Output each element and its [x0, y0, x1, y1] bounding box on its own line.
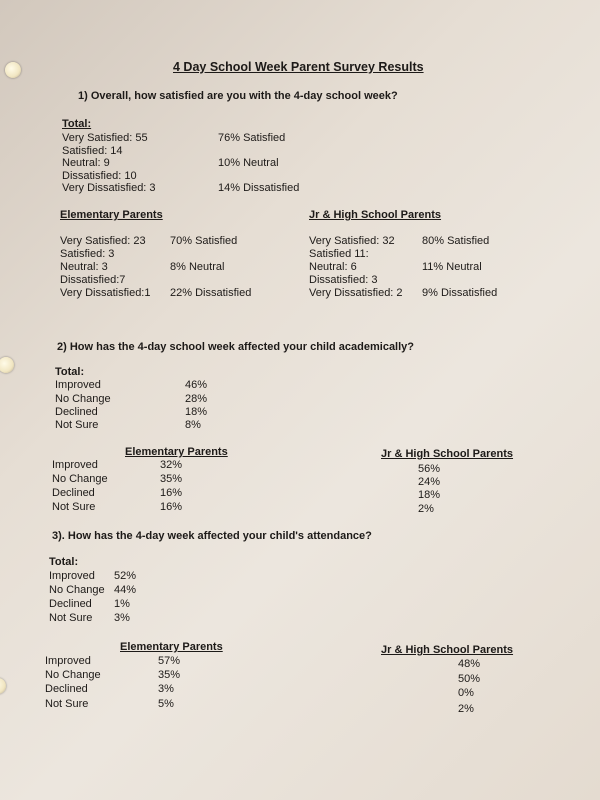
page-title: 4 Day School Week Parent Survey Results: [173, 60, 424, 74]
count-item: Very Dissatisfied:1: [60, 287, 151, 299]
total-heading: Total:: [62, 118, 92, 130]
summary-item: 22% Dissatisfied: [170, 287, 252, 299]
summary-item: 9% Dissatisfied: [422, 287, 498, 299]
question-2: 2) How has the 4-day school week affected your child academically?: [57, 341, 415, 353]
count-item: Satisfied 11:: [309, 248, 369, 260]
row-value: 0%: [458, 687, 474, 699]
row-value: 57%: [158, 655, 181, 667]
total-heading: Total:: [55, 366, 85, 378]
row-value: 18%: [185, 406, 208, 418]
row-label: Not Sure: [49, 612, 93, 624]
row-value: 32%: [160, 459, 183, 471]
summary-item: 76% Satisfied: [218, 132, 286, 144]
summary-item: 70% Satisfied: [170, 235, 238, 247]
row-value: 18%: [418, 489, 441, 501]
row-label: Not Sure: [55, 419, 99, 431]
summary-item: 8% Neutral: [170, 261, 225, 273]
count-item: Very Satisfied: 55: [62, 132, 148, 144]
total-heading: Total:: [49, 556, 79, 568]
count-item: Very Satisfied: 23: [60, 235, 146, 247]
count-item: Very Dissatisfied: 2: [309, 287, 403, 299]
row-value: 16%: [160, 487, 183, 499]
row-label: Declined: [55, 406, 98, 418]
row-label: Not Sure: [45, 698, 89, 710]
row-value: 1%: [114, 598, 130, 610]
row-label: No Change: [52, 473, 108, 485]
count-item: Dissatisfied:7: [60, 274, 126, 286]
row-value: 3%: [158, 683, 174, 695]
count-item: Satisfied: 3: [60, 248, 115, 260]
hole-punch: [5, 62, 21, 78]
row-label: No Change: [55, 393, 111, 405]
summary-item: 80% Satisfied: [422, 235, 490, 247]
count-item: Neutral: 9: [62, 157, 110, 169]
jr-high-heading: Jr & High School Parents: [381, 448, 514, 460]
summary-item: 10% Neutral: [218, 157, 279, 169]
row-value: 35%: [160, 473, 183, 485]
row-value: 48%: [458, 658, 481, 670]
elementary-heading: Elementary Parents: [125, 446, 228, 458]
hole-punch: [0, 357, 14, 373]
row-label: Declined: [52, 487, 95, 499]
hole-punch: [0, 678, 6, 694]
row-value: 52%: [114, 570, 137, 582]
count-item: Dissatisfied: 10: [62, 170, 137, 182]
row-label: No Change: [45, 669, 101, 681]
count-item: Dissatisfied: 3: [309, 274, 378, 286]
summary-item: 14% Dissatisfied: [218, 182, 300, 194]
row-label: No Change: [49, 584, 105, 596]
count-item: Neutral: 3: [60, 261, 108, 273]
row-value: 3%: [114, 612, 130, 624]
row-label: Improved: [49, 570, 95, 582]
row-label: Improved: [52, 459, 98, 471]
row-label: Improved: [55, 379, 101, 391]
elementary-heading: Elementary Parents: [120, 641, 223, 653]
question-1: 1) Overall, how satisfied are you with the 4-day school week?: [78, 90, 398, 102]
row-value: 2%: [458, 703, 474, 715]
row-value: 28%: [185, 393, 208, 405]
count-item: Very Satisfied: 32: [309, 235, 395, 247]
row-label: Improved: [45, 655, 91, 667]
jr-high-heading: Jr & High School Parents: [381, 644, 514, 656]
row-value: 2%: [418, 503, 434, 515]
count-item: Very Dissatisfied: 3: [62, 182, 156, 194]
row-label: Not Sure: [52, 501, 96, 513]
row-value: 44%: [114, 584, 137, 596]
row-label: Declined: [49, 598, 92, 610]
row-label: Declined: [45, 683, 88, 695]
row-value: 16%: [160, 501, 183, 513]
row-value: 35%: [158, 669, 181, 681]
summary-item: 11% Neutral: [422, 261, 482, 273]
question-3: 3). How has the 4-day week affected your child's attendance?: [52, 530, 372, 542]
row-value: 8%: [185, 419, 201, 431]
jr-high-heading: Jr & High School Parents: [309, 209, 442, 221]
row-value: 50%: [458, 673, 481, 685]
row-value: 5%: [158, 698, 174, 710]
row-value: 46%: [185, 379, 208, 391]
count-item: Satisfied: 14: [62, 145, 123, 157]
row-value: 24%: [418, 476, 441, 488]
row-value: 56%: [418, 463, 441, 475]
elementary-heading: Elementary Parents: [60, 209, 163, 221]
count-item: Neutral: 6: [309, 261, 357, 273]
